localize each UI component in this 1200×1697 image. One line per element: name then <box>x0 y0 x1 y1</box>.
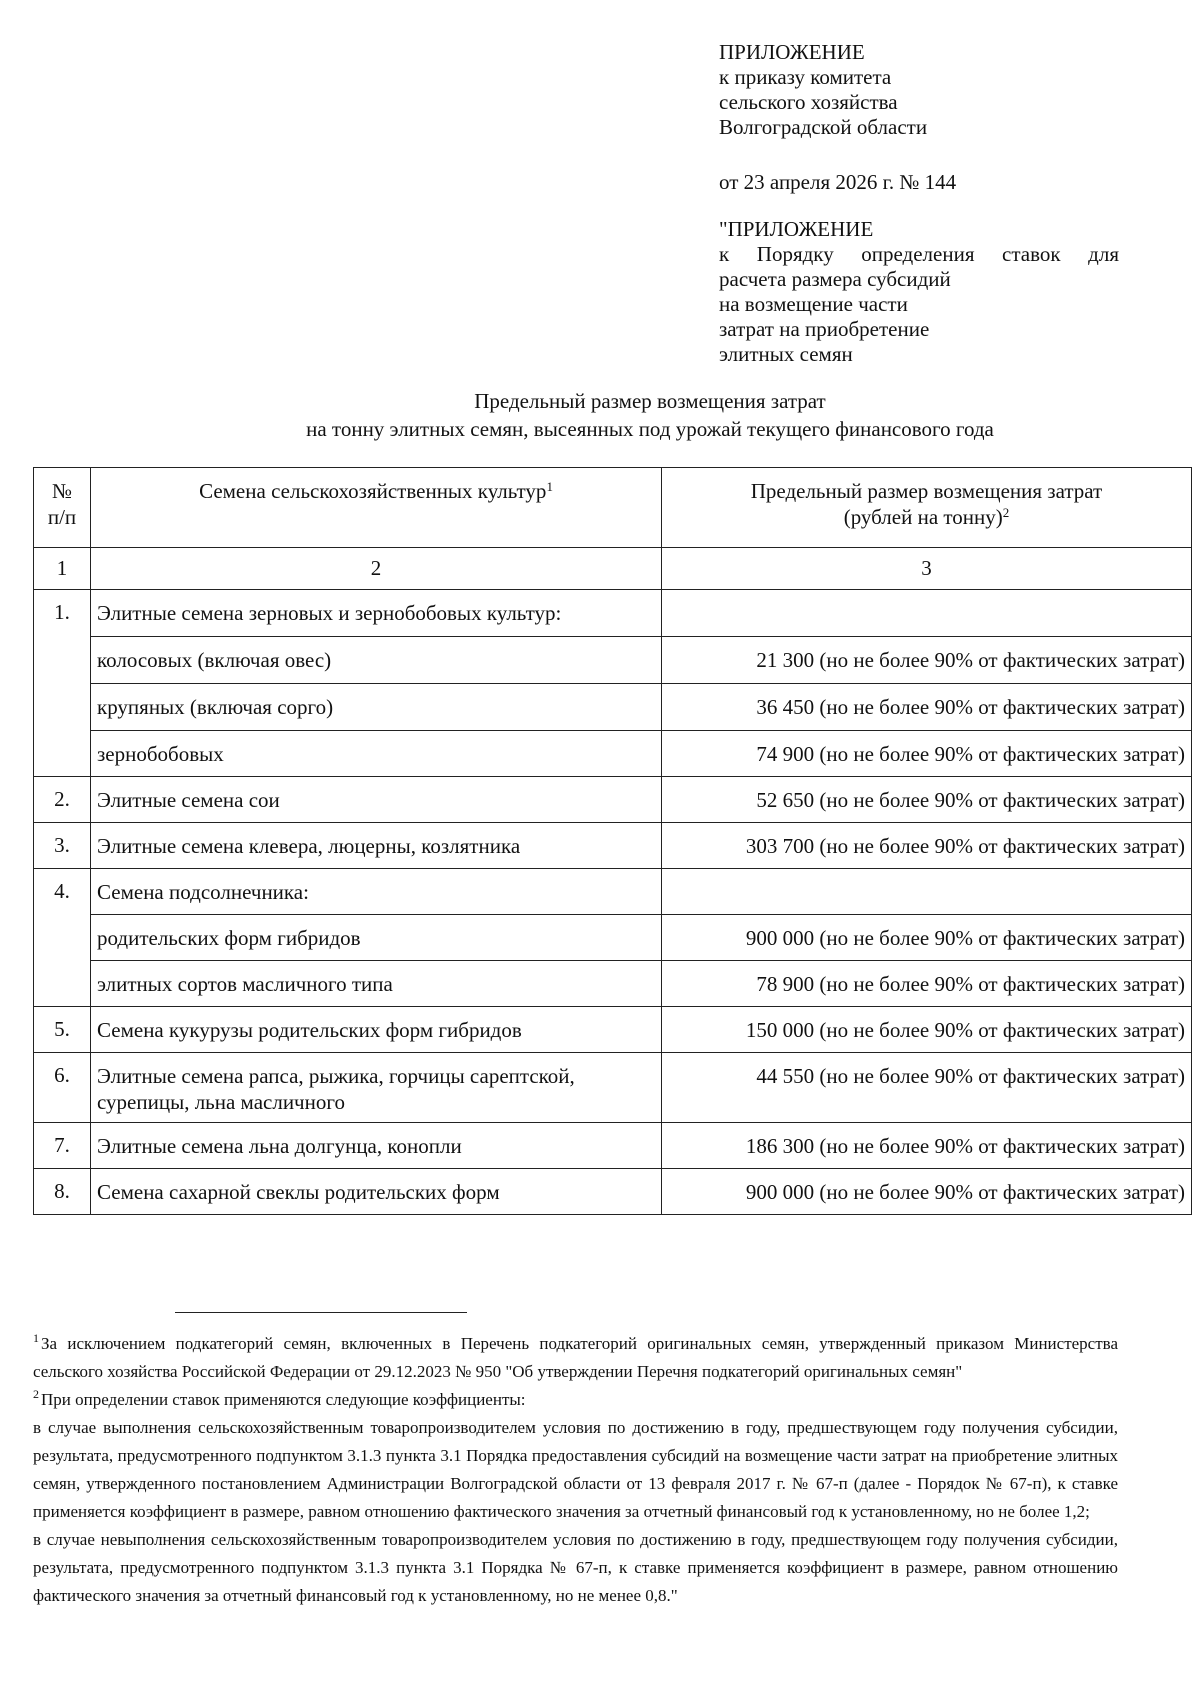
table-row <box>34 637 1192 684</box>
table-header-row <box>34 468 1192 548</box>
table-row <box>34 1123 1192 1169</box>
row-number: 1. <box>34 590 91 777</box>
crop-name: элитных сортов масличного типа <box>91 961 662 1007</box>
row-number: 6. <box>34 1053 91 1123</box>
col-crops-header <box>91 468 662 548</box>
column-index-row <box>34 548 1192 590</box>
crop-name: Элитные семена сои <box>91 777 662 823</box>
rate-value: 150 000 (но не более 90% от фактических затрат) <box>662 1007 1192 1053</box>
col-number-header-b: п/п <box>47 505 77 529</box>
rate-value: 900 000 (но не более 90% от фактических затрат) <box>662 915 1192 961</box>
footnote-ref-1: 1 <box>546 479 553 494</box>
footnote-mark: 2 <box>33 1387 39 1401</box>
rate-value: 52 650 (но не более 90% от фактических затрат) <box>662 777 1192 823</box>
footnote-2-paragraph: в случае выполнения сельскохозяйственным товаропроизводителем условия по достижению в году, предшествующем году получения субсидии, результата, предусмотренного подпунктом 3.1.3 пункта 3.1 Порядка предоставления субсидий на возмещение части затрат на приобретение элитных семян, утвержденного постановлением Администрации Волгоградской области от 13 февраля 2017 г. № 67-п (далее - Порядок № 67-п), к ставке применяется коэффициент в размере, равном отношению фактического значения за отчетный финансовый год к установленному, но не более 1,2; <box>33 1418 1118 1521</box>
col-number-header-a: № <box>51 479 73 503</box>
column-index: 1 <box>34 548 91 590</box>
crop-name: Семена сахарной свеклы родительских форм <box>91 1169 662 1215</box>
row-number: 3. <box>34 823 91 869</box>
crop-name: Семена кукурузы родительских форм гибридов <box>91 1007 662 1053</box>
col-rate-header-a: Предельный размер возмещения затрат <box>750 479 1103 503</box>
appendix2-line: на возмещение части <box>719 292 908 316</box>
col-rate-header <box>662 468 1192 548</box>
row-number: 7. <box>34 1123 91 1169</box>
footnote-separator <box>175 1312 467 1313</box>
rate-value: 900 000 (но не более 90% от фактических затрат) <box>662 1169 1192 1215</box>
appendix2-line: расчета размера субсидий <box>719 267 951 291</box>
column-index: 2 <box>91 548 662 590</box>
crop-name: Семена подсолнечника: <box>91 869 662 915</box>
footnote-1 <box>33 1330 1118 1386</box>
rate-value: 44 550 (но не более 90% от фактических затрат) <box>662 1053 1192 1123</box>
col-number-header <box>34 468 91 548</box>
row-number: 8. <box>34 1169 91 1215</box>
table-row <box>34 915 1192 961</box>
header-line: сельского хозяйства <box>719 90 898 114</box>
rate-value: 186 300 (но не более 90% от фактических затрат) <box>662 1123 1192 1169</box>
footnote-mark: 1 <box>33 1331 39 1345</box>
table-title-line2: на тонну элитных семян, высеянных под урожай текущего финансового года <box>306 417 994 441</box>
footnote-2-paragraph: в случае невыполнения сельскохозяйственным товаропроизводителем условия по достижению в году, предшествующем году получения субсидии, результата, предусмотренного подпунктом 3.1.3 пункта 3.1 Порядка № 67-п, к ставке применяется коэффициент в размере, равном отношению фактического значения за отчетный финансовый год к установленному, но не менее 0,8." <box>33 1530 1118 1605</box>
header-line: Волгоградской области <box>719 115 928 139</box>
crop-name: крупяных (включая сорго) <box>91 684 662 731</box>
appendix2-line: затрат на приобретение <box>719 317 930 341</box>
table-row <box>34 869 1192 915</box>
table-row <box>34 684 1192 731</box>
rate-value <box>662 590 1192 637</box>
footnote-text: При определении ставок применяются следующие коэффициенты: <box>41 1390 526 1409</box>
rate-value: 303 700 (но не более 90% от фактических затрат) <box>662 823 1192 869</box>
crop-name: родительских форм гибридов <box>91 915 662 961</box>
crop-name: Элитные семена зерновых и зернобобовых культур: <box>91 590 662 637</box>
table-row <box>34 961 1192 1007</box>
document-header <box>719 40 1119 367</box>
appendix2-line: к Порядку определения ставок для <box>719 242 1119 266</box>
header-appendix-title: ПРИЛОЖЕНИЕ <box>719 40 865 64</box>
table-row <box>34 1169 1192 1215</box>
table-body <box>34 590 1192 1215</box>
row-number: 2. <box>34 777 91 823</box>
rate-value <box>662 869 1192 915</box>
table-row <box>34 823 1192 869</box>
table-row <box>34 731 1192 777</box>
table-row <box>34 1053 1192 1123</box>
footnote-ref-2: 2 <box>1002 505 1010 520</box>
appendix2-title: "ПРИЛОЖЕНИЕ <box>719 217 874 241</box>
rates-table <box>33 467 1192 1215</box>
order-date-line: от 23 апреля 2026 г. № 144 <box>719 170 957 194</box>
crop-name: Элитные семена рапса, рыжика, горчицы сарептской, сурепицы, льна масличного <box>91 1053 662 1123</box>
crop-name: Элитные семена клевера, люцерны, козлятника <box>91 823 662 869</box>
footnote-2 <box>33 1386 1118 1414</box>
col-rate-header-b: (рублей на тонну) <box>843 505 1003 529</box>
crop-name: зернобобовых <box>91 731 662 777</box>
rate-value: 36 450 (но не более 90% от фактических затрат) <box>662 684 1192 731</box>
crop-name: Элитные семена льна долгунца, конопли <box>91 1123 662 1169</box>
table-row <box>34 1007 1192 1053</box>
col-crops-header-text: Семена сельскохозяйственных культур <box>199 479 547 503</box>
table-row <box>34 590 1192 637</box>
table-title-line1: Предельный размер возмещения затрат <box>474 389 826 413</box>
row-number: 5. <box>34 1007 91 1053</box>
rate-value: 78 900 (но не более 90% от фактических затрат) <box>662 961 1192 1007</box>
header-line: к приказу комитета <box>719 65 892 89</box>
rate-value: 74 900 (но не более 90% от фактических затрат) <box>662 731 1192 777</box>
table-row <box>34 777 1192 823</box>
rate-value: 21 300 (но не более 90% от фактических затрат) <box>662 637 1192 684</box>
row-number: 4. <box>34 869 91 1007</box>
footnotes <box>33 1330 1118 1610</box>
table-title <box>0 387 1200 443</box>
crop-name: колосовых (включая овес) <box>91 637 662 684</box>
column-index: 3 <box>662 548 1192 590</box>
footnote-text: За исключением подкатегорий семян, включенных в Перечень подкатегорий оригинальных семян, утвержденный приказом Министерства сельского хозяйства Российской Федерации от 29.12.2023 № 950 "Об утверждении Перечня подкатегорий оригинальных семян" <box>33 1334 1118 1381</box>
appendix2-line: элитных семян <box>719 342 853 366</box>
